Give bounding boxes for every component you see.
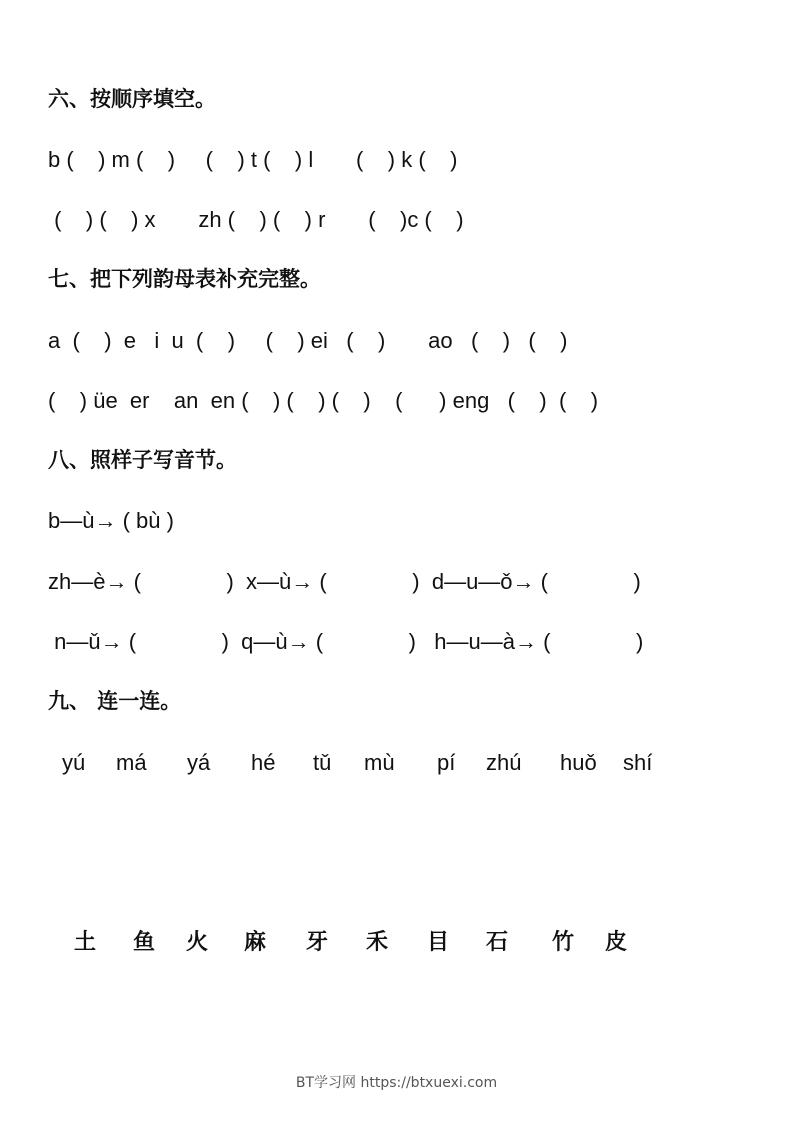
- character-item: 火: [186, 929, 209, 955]
- section-7-heading: 七、把下列韵母表补充完整。: [48, 266, 321, 291]
- pinyin-item: yú: [62, 750, 86, 775]
- character-item: 石: [486, 929, 509, 955]
- section-6-row-1: b ( ) m ( ) ( ) t ( ) l ( ) k ( ): [48, 147, 458, 172]
- character-item: 禾: [366, 929, 389, 955]
- pinyin-item: má: [116, 750, 147, 775]
- section-7-row-1: a ( ) e i u ( ) ( ) ei ( ) ao ( ) ( ): [48, 328, 568, 353]
- character-item: 土: [74, 929, 97, 955]
- pinyin-item: yá: [187, 750, 211, 775]
- section-8-row-1: zh—è→ ( ) x—ù→ ( ) d—u—ǒ→ ( ): [48, 569, 641, 594]
- pinyin-item: hé: [251, 750, 276, 775]
- character-item: 皮: [605, 929, 628, 955]
- section-6-heading: 六、按顺序填空。: [48, 86, 216, 111]
- pinyin-item: huǒ: [560, 750, 597, 775]
- section-9-heading: 九、 连一连。: [48, 688, 182, 713]
- pinyin-item: shí: [623, 750, 653, 775]
- section-7-row-2: ( ) üe er an en ( ) ( ) ( ) ( ) eng ( ) ( ): [48, 388, 599, 413]
- character-item: 牙: [306, 929, 329, 955]
- character-item: 竹: [552, 929, 575, 955]
- footer-watermark: BT学习网 https://btxuexi.com: [295, 1075, 498, 1091]
- section-6-row-2: ( ) ( ) x zh ( ) ( ) r ( )c ( ): [48, 207, 464, 232]
- pinyin-item: mù: [364, 750, 395, 775]
- section-8-example: b—ù→ ( bù ): [48, 508, 174, 533]
- character-item: 目: [427, 929, 450, 955]
- pinyin-item: pí: [437, 750, 456, 775]
- section-8-heading: 八、照样子写音节。: [48, 447, 237, 472]
- pinyin-item: zhú: [486, 750, 522, 775]
- character-item: 鱼: [133, 929, 156, 955]
- section-8-row-2: n—ǔ→ ( ) q—ù→ ( ) h—u—à→ ( ): [48, 629, 644, 654]
- character-item: 麻: [244, 929, 267, 955]
- pinyin-item: tǔ: [313, 750, 332, 775]
